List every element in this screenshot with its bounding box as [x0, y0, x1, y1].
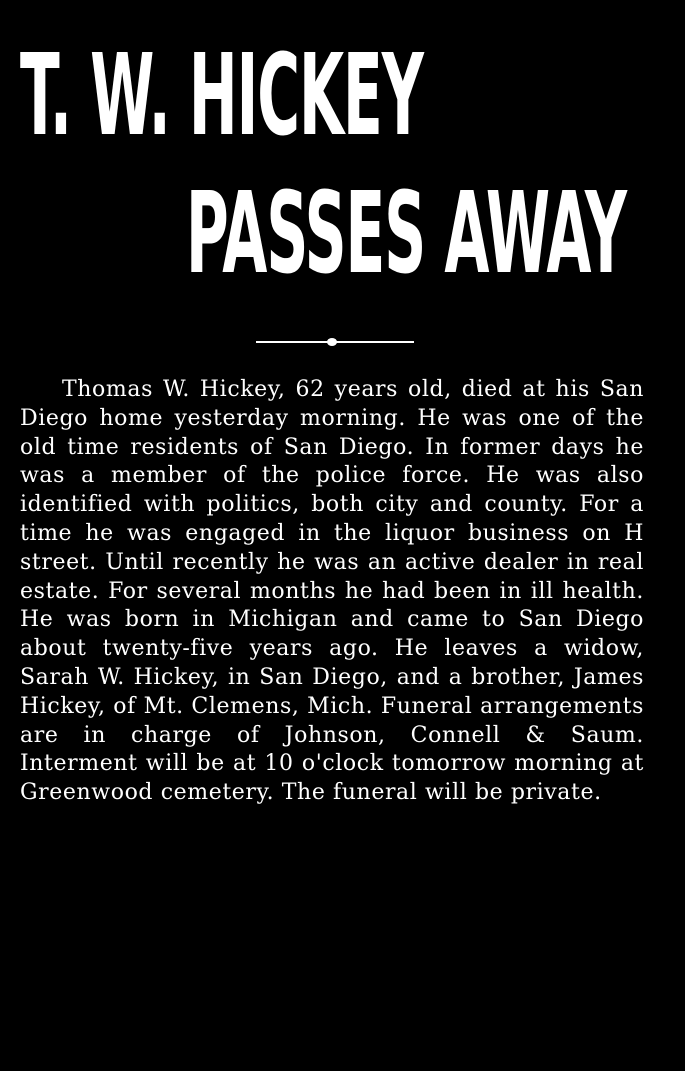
divider-ornament [327, 338, 337, 346]
headline-line-1: T. W. HICKEY [20, 31, 423, 161]
headline-line-2: PASSES AWAY [186, 169, 627, 299]
article-body: Thomas W. Hickey, 62 years old, died at his San Diego home yesterday morning. He was one of the old time residents of San Diego. In former days he was a member of the police force. He was also identified with politics, both city and county. For a time he was engaged in the liquor business on H street. Until recently he was an active dealer in real estate. For several months he had been in ill health. He was born in Michigan and came to San Diego about twenty-five years ago. He leaves a widow, Sarah W. Hickey, in San Diego, and a brother, James Hickey, of Mt. Clemens, Mich. Funeral arrangements are in charge of Johnson, Connell & Saum. Interment will be at 10 o'clock tomorrow morning at Greenwood cemetery. The funeral will be private. [20, 377, 644, 806]
